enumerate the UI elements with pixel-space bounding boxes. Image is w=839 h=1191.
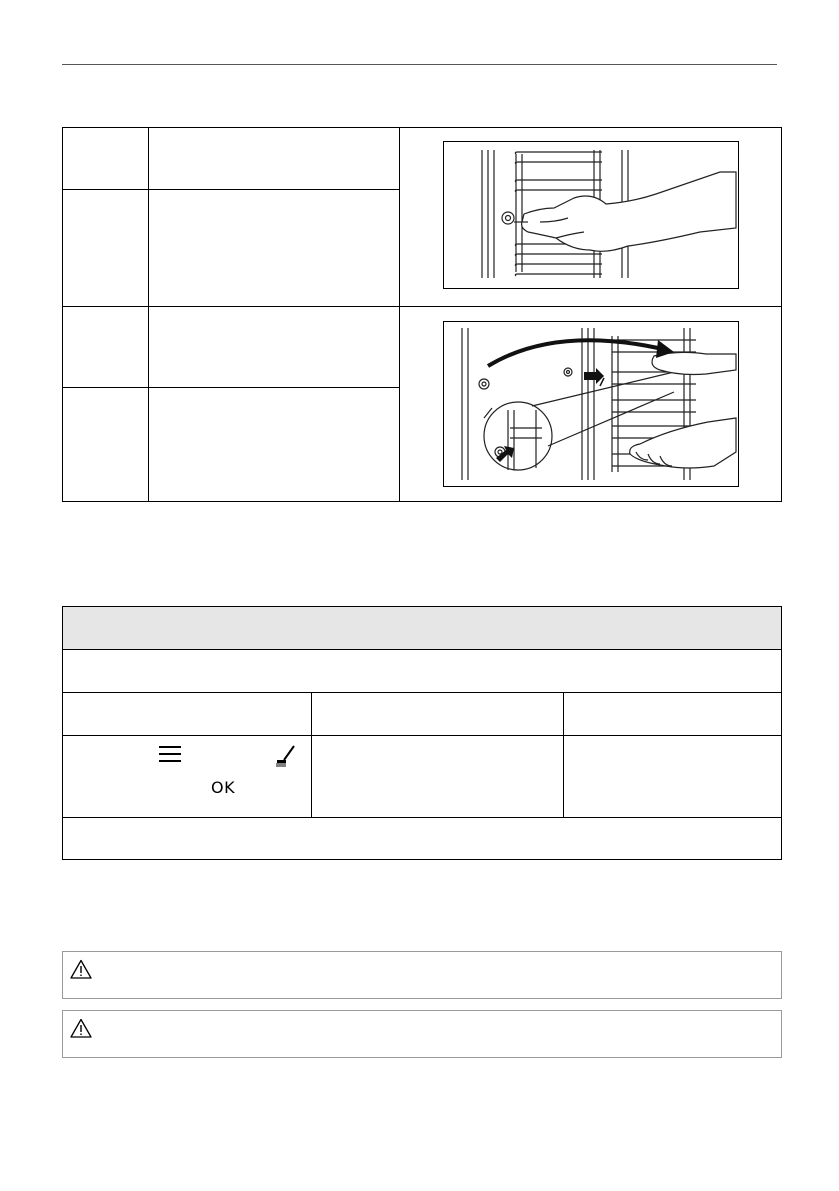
warning-box bbox=[62, 1010, 782, 1058]
column-divider bbox=[399, 128, 400, 501]
menu-icon bbox=[159, 745, 181, 763]
shelf-support-install-drawing bbox=[444, 322, 738, 486]
shelf-support-removal-drawing bbox=[444, 142, 738, 288]
info-table-subheader bbox=[63, 651, 781, 692]
step-text bbox=[149, 190, 399, 306]
info-table-header-text bbox=[63, 607, 781, 650]
cleaning-brush-icon bbox=[274, 744, 298, 768]
step-text bbox=[149, 128, 399, 189]
step-number bbox=[63, 307, 148, 387]
info-table bbox=[62, 606, 782, 860]
warning-triangle-icon bbox=[70, 959, 92, 979]
warning-box bbox=[62, 951, 782, 999]
step-text bbox=[149, 388, 399, 501]
info-row-col1 bbox=[63, 736, 311, 817]
info-row-col2 bbox=[312, 736, 563, 817]
shelf-support-removal-illustration bbox=[443, 141, 739, 289]
header-rule bbox=[62, 64, 777, 65]
steps-table bbox=[62, 127, 782, 502]
info-table-footer bbox=[63, 818, 781, 859]
column-header bbox=[63, 693, 311, 735]
step-text bbox=[149, 307, 399, 387]
shelf-support-install-illustration bbox=[443, 321, 739, 487]
ok-label: OK bbox=[211, 778, 236, 797]
column-header bbox=[312, 693, 563, 735]
step-number bbox=[63, 190, 148, 306]
step-number bbox=[63, 128, 148, 189]
warning-triangle-icon bbox=[70, 1018, 92, 1038]
column-header bbox=[564, 693, 781, 735]
info-table-header bbox=[63, 607, 781, 650]
step-number bbox=[63, 388, 148, 501]
info-row-col3 bbox=[564, 736, 781, 817]
